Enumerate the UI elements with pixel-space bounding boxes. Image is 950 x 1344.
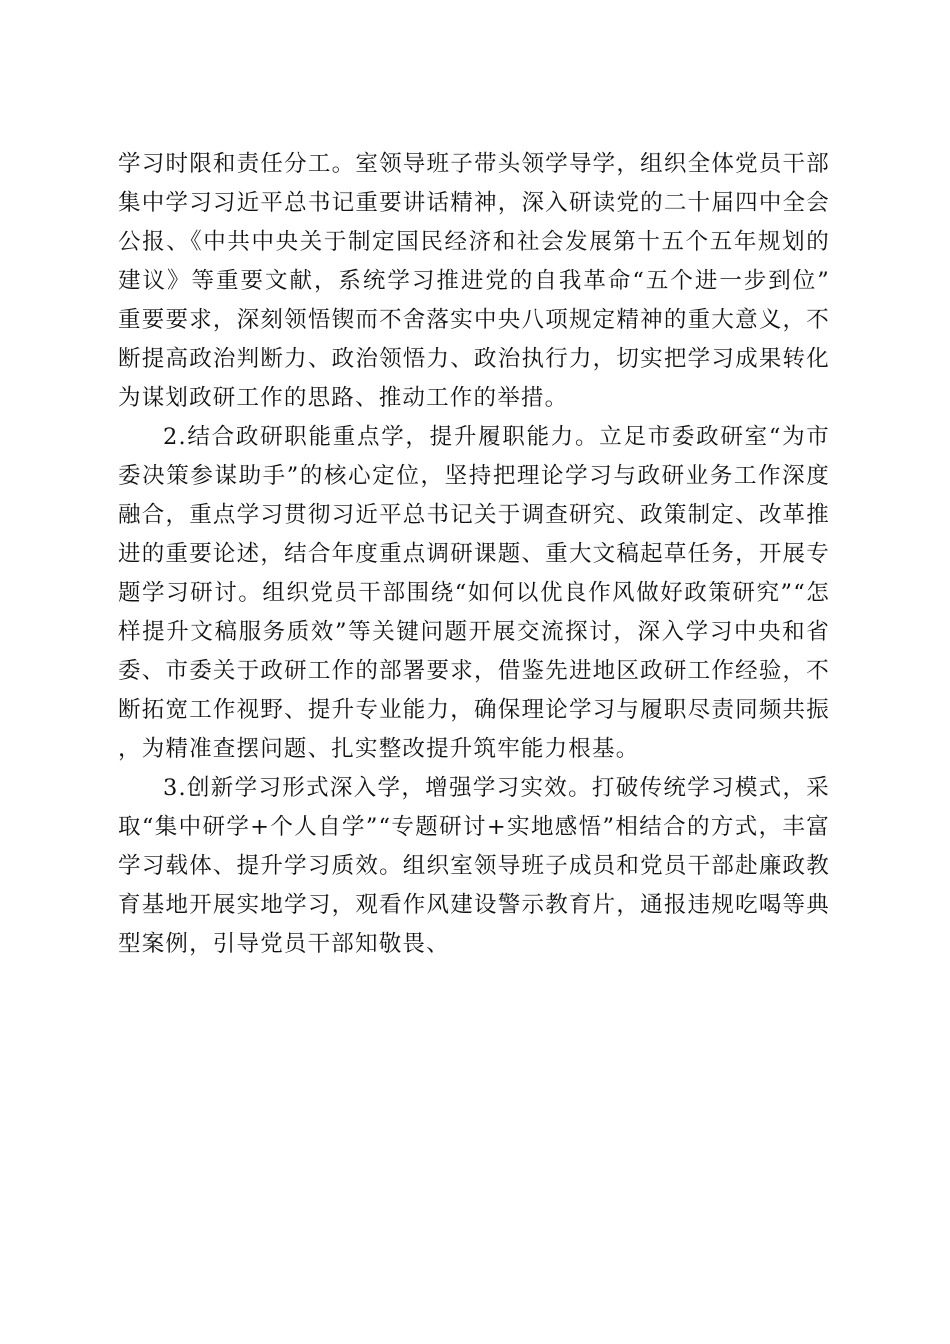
paragraph-item-2: 2.结合政研职能重点学，提升履职能力。立足市委政研室“为市委决策参谋助手”的核心定位，坚持把理论学习与政研业务工作深度融合，重点学习贯彻习近平总书记关于调查研究、政策制定、改革推进的重要论述，结合年度重点调研课题、重大文稿起草任务，开展专题学习研讨。组织党员干部围绕“如何以优良作风做好政策研究”“怎样提升文稿服务质效”等关键问题开展交流探讨，深入学习中央和省委、市委关于政研工作的部署要求，借鉴先进地区政研工作经验，不断拓宽工作视野、提升专业能力，确保理论学习与履职尽责同频共振，为精准查摆问题、扎实整改提升筑牢能力根基。 [118,424,830,762]
paragraph-continuation: 学习时限和责任分工。室领导班子带头领学导学，组织全体党员干部集中学习习近平总书记重要讲话精神，深入研读党的二十届四中全会公报、《中共中央关于制定国民经济和社会发展第十五个五年规划的建议》等重要文献，系统学习推进党的自我革命“五个进一步到位”重要要求，深刻领悟锲而不舍落实中央八项规定精神的重大意义，不断提高政治判断力、政治领悟力、政治执行力，切实把学习成果转化为谋划政研工作的思路、推动工作的举措。 [118,151,830,411]
document-body [118,145,830,964]
paragraph-item-3: 3.创新学习形式深入学，增强学习实效。打破传统学习模式，采取“集中研学+个人自学”“专题研讨+实地感悟”相结合的方式，丰富学习载体、提升学习质效。组织室领导班子成员和党员干部赴廉政教育基地开展实地学习，观看作风建设警示教育片，通报违规吃喝等典型案例，引导党员干部知敬畏、 [118,775,830,957]
